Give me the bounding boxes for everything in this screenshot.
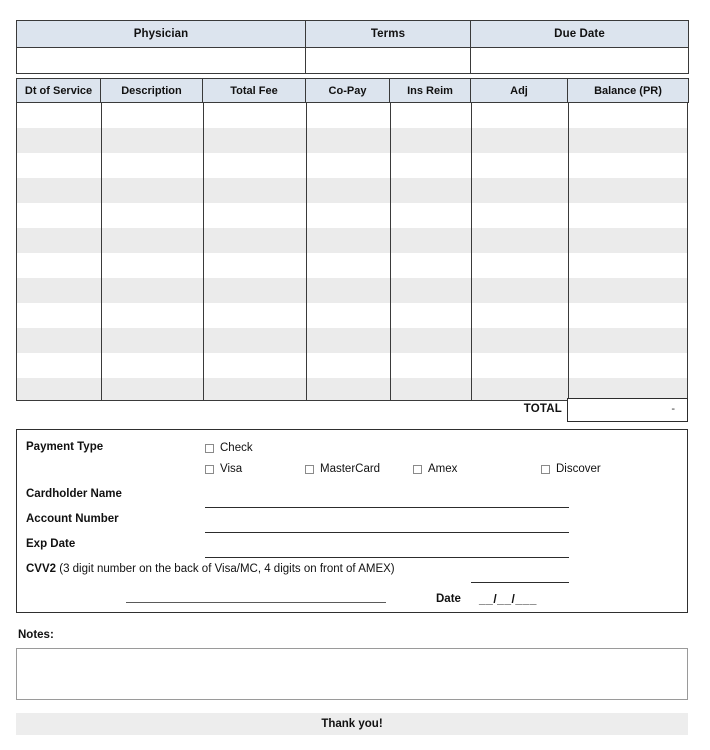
column-divider [101, 103, 102, 400]
field-due-date[interactable] [471, 48, 689, 74]
payment-method-visa[interactable] [205, 463, 242, 475]
notes-label: Notes: [18, 629, 54, 641]
exp-date-label: Exp Date [26, 538, 76, 550]
field-physician[interactable] [17, 48, 306, 74]
table-row[interactable] [17, 178, 687, 203]
column-divider [568, 103, 569, 400]
exp-date-input[interactable] [205, 557, 569, 558]
column-divider [390, 103, 391, 400]
total-value-box[interactable] [567, 398, 688, 422]
line-items-body[interactable] [16, 103, 688, 401]
field-terms[interactable] [306, 48, 471, 74]
payment-method-label: Check [220, 442, 253, 454]
table-row[interactable] [17, 278, 687, 303]
column-header-ins-reim: Ins Reim [390, 79, 471, 103]
column-header-co-pay: Co-Pay [306, 79, 390, 103]
payment-method-label: Amex [428, 463, 458, 475]
line-items-table [16, 78, 688, 401]
date-label: Date [436, 593, 461, 605]
summary-value-row [17, 48, 689, 74]
checkbox-icon[interactable] [413, 465, 422, 474]
account-number-label: Account Number [26, 513, 119, 525]
table-row[interactable] [17, 228, 687, 253]
cvv2-note: (3 digit number on the back of Visa/MC, 4 digits on front of AMEX) [56, 563, 395, 575]
column-divider [203, 103, 204, 400]
thank-you-text: Thank you! [321, 718, 383, 730]
column-header-adj: Adj [471, 79, 568, 103]
total-row [16, 398, 688, 422]
payment-type-label: Payment Type [26, 441, 104, 453]
footer-bar [16, 713, 688, 735]
payment-method-check[interactable] [205, 442, 253, 454]
column-header-physician: Physician [17, 21, 306, 48]
checkbox-icon[interactable] [541, 465, 550, 474]
notes-input[interactable] [16, 648, 688, 700]
cvv2-input[interactable] [471, 582, 569, 583]
summary-header-table [16, 20, 689, 74]
date-input[interactable]: __/__/___ [479, 592, 537, 606]
cardholder-name-label: Cardholder Name [26, 488, 122, 500]
summary-header-row [17, 21, 689, 48]
total-label: TOTAL [523, 403, 562, 415]
cvv2-label: CVV2 [26, 563, 57, 575]
payment-method-label: Visa [220, 463, 243, 475]
account-number-input[interactable] [205, 532, 569, 533]
signature-input[interactable] [126, 602, 386, 603]
checkbox-icon[interactable] [205, 465, 214, 474]
table-row[interactable] [17, 128, 687, 153]
table-row[interactable] [17, 328, 687, 353]
checkbox-icon[interactable] [305, 465, 314, 474]
checkbox-icon[interactable] [205, 444, 214, 453]
total-value: - [671, 403, 675, 415]
payment-method-amex[interactable] [413, 463, 457, 475]
column-divider [306, 103, 307, 400]
column-header-balance-pr: Balance (PR) [568, 79, 689, 103]
column-header-total-fee: Total Fee [203, 79, 306, 103]
line-items-header-row [17, 79, 689, 103]
column-header-due-date: Due Date [471, 21, 689, 48]
payment-method-label: Discover [556, 463, 601, 475]
payment-method-label: MasterCard [320, 463, 381, 475]
column-divider [471, 103, 472, 400]
payment-method-discover[interactable] [541, 463, 601, 475]
cardholder-name-input[interactable] [205, 507, 569, 508]
column-header-description: Description [101, 79, 203, 103]
line-items-header [16, 78, 689, 103]
column-header-dt-of-service: Dt of Service [17, 79, 101, 103]
payment-section [16, 429, 688, 613]
payment-method-mastercard[interactable] [305, 463, 380, 475]
cvv2-label-group [26, 563, 395, 575]
column-header-terms: Terms [306, 21, 471, 48]
